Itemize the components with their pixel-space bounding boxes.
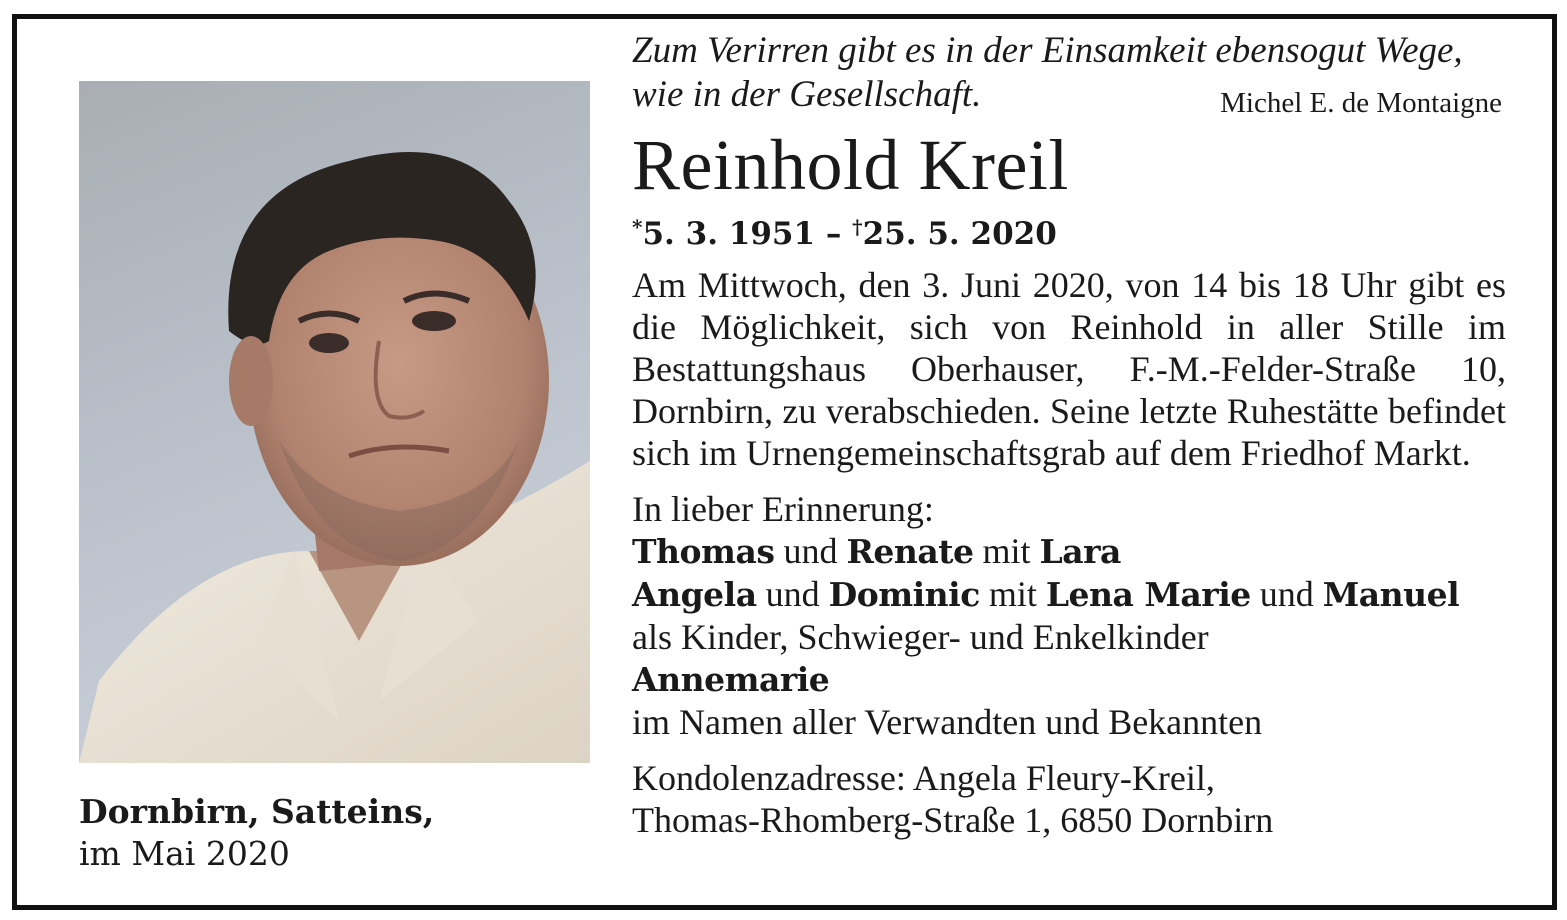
birth-symbol: * (632, 215, 643, 239)
family-name: Renate (846, 532, 974, 571)
condolence-address (632, 757, 1512, 841)
family-name: Dominic (828, 575, 980, 614)
deceased-name: Reinhold Kreil (632, 125, 1069, 205)
family-relation: als Kinder, Schwieger- und Enkelkinder (632, 617, 1209, 657)
family-row-2 (632, 573, 1512, 616)
announcement-paragraph: Am Mittwoch, den 3. Juni 2020, von 14 bis 18 Uhr gibt es die Möglichkeit, sich von Reinhold in aller Stille im Bestattungshaus Oberhauser, F.-M.-Felder-Straße 10, Dornbirn, zu verabschieden. Seine letzte Ruhestätte befindet sich im Urnengemeinschaftsgrab auf dem Friedhof Markt. (632, 265, 1506, 473)
obituary-text-column (632, 29, 1512, 841)
quote-line-2: wie in der Gesellschaft. (632, 74, 982, 115)
condolence-line-1: Kondolenzadresse: Angela Fleury-Kreil, (632, 758, 1215, 798)
quote-author: Michel E. de Montaigne (1220, 87, 1502, 119)
family-row-1 (632, 530, 1512, 573)
family-name: Lena Marie (1045, 575, 1251, 614)
birth-date: 5. 3. 1951 (642, 216, 816, 252)
quote-line-1: Zum Verirren gibt es in der Einsamkeit ebensogut Wege, (632, 30, 1463, 71)
family-row-4 (632, 658, 1512, 701)
place-and-date (79, 791, 434, 875)
epigraph-quote (632, 29, 1512, 117)
life-dates (632, 207, 1512, 254)
connector: und (774, 531, 847, 571)
memory-section (632, 488, 1512, 743)
death-date: 25. 5. 2020 (862, 216, 1057, 252)
connector: und (756, 574, 829, 614)
connector: mit (979, 574, 1046, 614)
portrait-image (79, 81, 590, 763)
family-name: Lara (1039, 532, 1121, 571)
connector: mit (973, 531, 1040, 571)
place-names: Dornbirn, Satteins, (79, 792, 435, 831)
relatives-note: im Namen aller Verwandten und Bekannten (632, 702, 1263, 742)
date-separator: – (815, 216, 853, 252)
obituary-frame (12, 14, 1557, 910)
connector: und (1250, 574, 1323, 614)
month-year: im Mai 2020 (79, 834, 290, 873)
family-name: Annemarie (632, 660, 830, 699)
condolence-line-2: Thomas-Rhomberg-Straße 1, 6850 Dornbirn (632, 800, 1274, 840)
portrait-photo (79, 81, 590, 763)
family-name: Thomas (632, 532, 775, 571)
family-name: Manuel (1322, 575, 1460, 614)
memory-intro: In lieber Erinnerung: (632, 489, 934, 529)
death-symbol: † (852, 215, 863, 239)
family-name: Angela (632, 575, 757, 614)
